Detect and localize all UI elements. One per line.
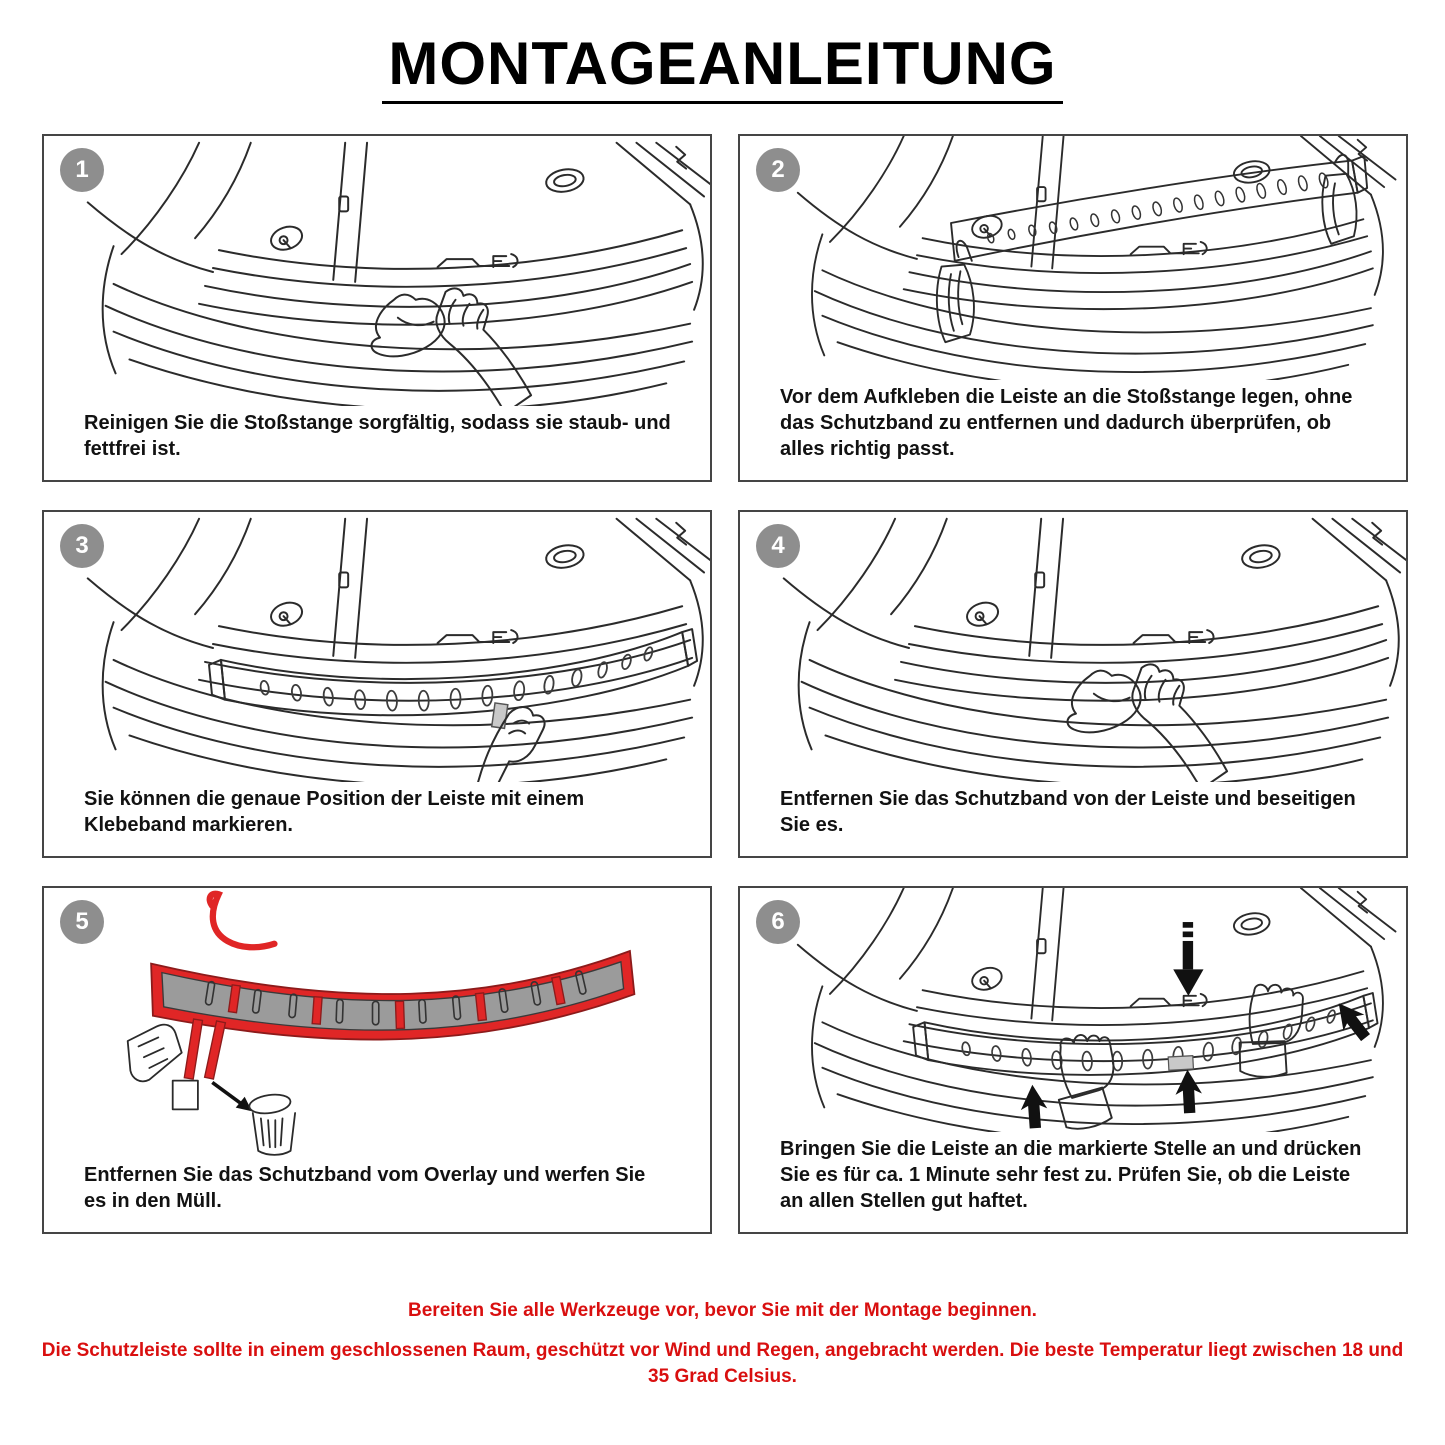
step-number-badge: 3 (60, 524, 104, 568)
step-panel-5 (42, 886, 712, 1234)
step-caption: Sie können die genaue Position der Leiste mit einem Klebeband markieren. (84, 788, 585, 836)
steps-grid (42, 134, 1408, 1234)
step-panel-6 (738, 886, 1408, 1234)
step-panel-4 (738, 510, 1408, 858)
step-number-badge: 2 (756, 148, 800, 192)
step-caption: Reinigen Sie die Stoßstange sorgfältig, sodass sie staub- und fettfrei ist. (84, 412, 671, 460)
overlay-tape-disposal-illustration (44, 888, 710, 1158)
press-strip-illustration (740, 888, 1406, 1132)
step-caption: Bringen Sie die Leiste an die markierte Stelle an und drücken Sie es für ca. 1 Minute sehr fest zu. Prüfen Sie, ob die Leiste an allen Stellen gut haftet. (780, 1138, 1362, 1212)
step-caption: Entfernen Sie das Schutzband vom Overlay und werfen Sie es in den Müll. (84, 1164, 646, 1212)
step-panel-1 (42, 134, 712, 482)
step-caption: Vor dem Aufkleben die Leiste an die Stoßstange legen, ohne das Schutzband zu entfernen und dadurch überprüfen, ob alles richtig passt. (780, 386, 1353, 460)
strip-test-fit-illustration (740, 136, 1406, 380)
step-panel-3 (42, 510, 712, 858)
footer-notes (0, 1300, 1445, 1389)
car-rear-cleaning-illustration (44, 136, 710, 406)
page-title: MONTAGEANLEITUNG (382, 34, 1062, 104)
step-number-badge: 4 (756, 524, 800, 568)
step-number-badge: 6 (756, 900, 800, 944)
footer-note-environment: Die Schutzleiste sollte in einem geschlossenen Raum, geschützt vor Wind und Regen, angebracht werden. Die beste Temperatur liegt zwischen 18 und 35 Grad Celsius. (41, 1340, 1404, 1387)
step-number-badge: 5 (60, 900, 104, 944)
step-panel-2 (738, 134, 1408, 482)
footer-note-tools: Bereiten Sie alle Werkzeuge vor, bevor Sie mit der Montage beginnen. (408, 1300, 1037, 1321)
step-number-badge: 1 (60, 148, 104, 192)
remove-protective-tape-illustration (740, 512, 1406, 782)
step-caption: Entfernen Sie das Schutzband von der Leiste und beseitigen Sie es. (780, 788, 1356, 836)
strip-marking-illustration (44, 512, 710, 782)
